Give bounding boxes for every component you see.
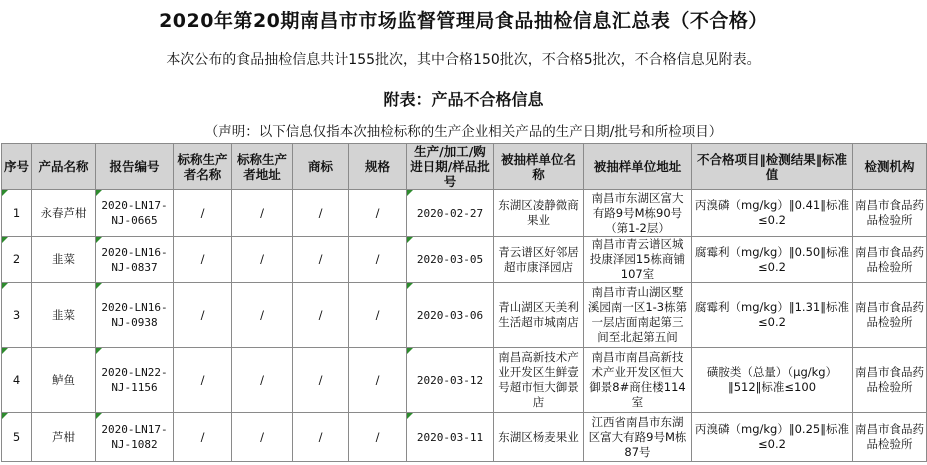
cell-producer: /: [174, 413, 232, 462]
cell-spec: /: [349, 237, 407, 283]
summary-text: 本次公布的食品抽检信息共计155批次，其中合格150批次，不合格5批次，不合格信息见附表。: [166, 52, 761, 68]
cell-sampled-address: 南昌市青山湖区墅溪园南一区1-3栋第一层店面南起第三间至北起第五间: [584, 283, 692, 348]
cell-report: 2020-LN17-NJ-1082: [96, 413, 174, 462]
header-sampled-address: 被抽样单位地址: [584, 144, 692, 190]
cell-sampled-address: 南昌市南昌高新技术产业开发区恒大御景8#商住楼114室: [584, 348, 692, 413]
cell-sampled-unit: 青山湖区天美利生活超市城南店: [494, 283, 584, 348]
table-row: [2, 190, 927, 237]
cell-no: 4: [2, 348, 32, 413]
cell-product: 韭菜: [32, 237, 96, 283]
cell-producer: /: [174, 283, 232, 348]
cell-result: 丙溴磷（mg/kg）‖0.41‖标准≤0.2: [692, 190, 853, 237]
header-date: 生产/加工/购进日期/样品批号: [407, 144, 494, 190]
table-row: [2, 237, 927, 283]
cell-report: 2020-LN16-NJ-0938: [96, 283, 174, 348]
cell-agency: 南昌市食品药品检验所: [853, 283, 927, 348]
cell-producer-address: /: [232, 413, 293, 462]
cell-sampled-address: 江西省南昌市东湖区富大有路9号M栋87号: [584, 413, 692, 462]
disclaimer-note: （声明：以下信息仅指本次抽检标称的生产企业相关产品的生产日期/批号和所检项目）: [204, 124, 723, 140]
cell-product: 芦柑: [32, 413, 96, 462]
cell-report: 2020-LN16-NJ-0837: [96, 237, 174, 283]
table-row: [2, 283, 927, 348]
cell-date: 2020-02-27: [407, 190, 494, 237]
header-brand: 商标: [293, 144, 349, 190]
cell-no: 1: [2, 190, 32, 237]
cell-spec: /: [349, 413, 407, 462]
cell-date: 2020-03-12: [407, 348, 494, 413]
header-sampled-unit: 被抽样单位名称: [494, 144, 584, 190]
table-row: [2, 348, 927, 413]
cell-date: 2020-03-06: [407, 283, 494, 348]
header-result: 不合格项目‖检测结果‖标准值: [692, 144, 853, 190]
cell-producer: /: [174, 348, 232, 413]
cell-no: 2: [2, 237, 32, 283]
cell-producer-address: /: [232, 348, 293, 413]
cell-no: 3: [2, 283, 32, 348]
cell-report: 2020-LN17-NJ-0665: [96, 190, 174, 237]
cell-producer: /: [174, 237, 232, 283]
header-product: 产品名称: [32, 144, 96, 190]
header-producer-address: 标称生产者地址: [232, 144, 293, 190]
cell-spec: /: [349, 348, 407, 413]
cell-brand: /: [293, 190, 349, 237]
cell-date: 2020-03-11: [407, 413, 494, 462]
cell-spec: /: [349, 190, 407, 237]
cell-report: 2020-LN22-NJ-1156: [96, 348, 174, 413]
cell-product: 韭菜: [32, 283, 96, 348]
cell-brand: /: [293, 413, 349, 462]
header-producer: 标称生产者名称: [174, 144, 232, 190]
cell-sampled-unit: 东湖区凌静微商果业: [494, 190, 584, 237]
cell-spec: /: [349, 283, 407, 348]
cell-sampled-address: 南昌市东湖区富大有路9号M栋90号（第1-2层）: [584, 190, 692, 237]
cell-sampled-unit: 东湖区杨麦果业: [494, 413, 584, 462]
cell-product: 鲈鱼: [32, 348, 96, 413]
cell-agency: 南昌市食品药品检验所: [853, 237, 927, 283]
cell-sampled-address: 南昌市青云谱区城投康泽园15栋商铺107室: [584, 237, 692, 283]
table-row: [2, 413, 927, 462]
cell-result: 丙溴磷（mg/kg）‖0.25‖标准≤0.2: [692, 413, 853, 462]
header-no: 序号: [2, 144, 32, 190]
cell-agency: 南昌市食品药品检验所: [853, 190, 927, 237]
page-title: 2020年第20期南昌市市场监督管理局食品抽检信息汇总表（不合格）: [159, 10, 768, 32]
cell-brand: /: [293, 283, 349, 348]
header-spec: 规格: [349, 144, 407, 190]
cell-no: 5: [2, 413, 32, 462]
header-report: 报告编号: [96, 144, 174, 190]
cell-sampled-unit: 南昌高新技术产业开发区生鲜壹号超市恒大御景店: [494, 348, 584, 413]
cell-producer-address: /: [232, 237, 293, 283]
cell-result: 磺胺类（总量）（μg/kg）‖512‖标准≤100: [692, 348, 853, 413]
cell-date: 2020-03-05: [407, 237, 494, 283]
cell-brand: /: [293, 348, 349, 413]
table-header-row: [2, 144, 927, 190]
cell-producer-address: /: [232, 283, 293, 348]
cell-result: 腐霉利（mg/kg）‖0.50‖标准≤0.2: [692, 237, 853, 283]
cell-agency: 南昌市食品药品检验所: [853, 413, 927, 462]
cell-agency: 南昌市食品药品检验所: [853, 348, 927, 413]
cell-product: 永春芦柑: [32, 190, 96, 237]
cell-producer: /: [174, 190, 232, 237]
cell-result: 腐霉利（mg/kg）‖1.31‖标准≤0.2: [692, 283, 853, 348]
cell-brand: /: [293, 237, 349, 283]
appendix-title: 附表：产品不合格信息: [383, 90, 544, 109]
cell-producer-address: /: [232, 190, 293, 237]
header-agency: 检测机构: [853, 144, 927, 190]
unqualified-table: [1, 143, 927, 462]
cell-sampled-unit: 青云谱区好邻居超市康泽园店: [494, 237, 584, 283]
